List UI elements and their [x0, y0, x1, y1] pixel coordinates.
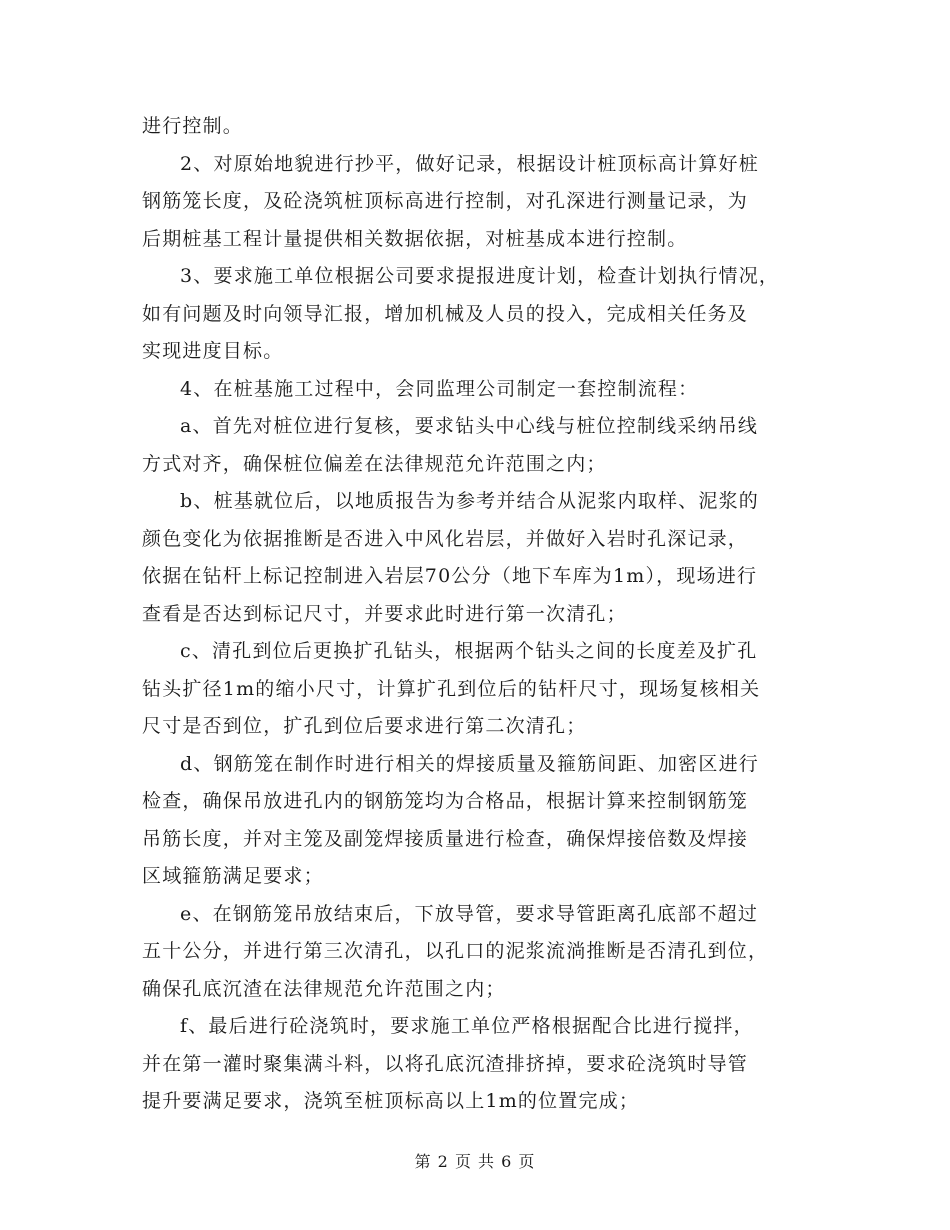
text-line: 提升要满足要求，浇筑至桩顶标高以上1m的位置完成； — [142, 1090, 640, 1112]
document-body — [142, 108, 822, 1121]
text-line: 吊筋长度，并对主笼及副笼焊接质量进行检查，确保焊接倍数及焊接 — [142, 827, 749, 850]
text-line: 区域箍筋满足要求； — [142, 865, 324, 887]
text-line: 尺寸是否到位，扩孔到位后要求进行第二次清孔； — [142, 715, 587, 737]
text-line: 4、在桩基施工过程中，会同监理公司制定一套控制流程： — [180, 377, 699, 400]
text-line: 检查，确保吊放进孔内的钢筋笼均为合格品，根据计算来控制钢筋笼 — [142, 790, 749, 812]
text-line: a、首先对桩位进行复核，要求钻头中心线与桩位控制线采纳吊线 — [180, 415, 759, 437]
text-line: 进行控制。 — [142, 115, 244, 137]
text-line: e、在钢筋笼吊放结束后，下放导管，要求导管距离孔底部不超过 — [180, 902, 759, 925]
text-line: 2、对原始地貌进行抄平，做好记录，根据设计桩顶标高计算好桩 — [180, 152, 759, 175]
text-line: 查看是否达到标记尺寸，并要求此时进行第一次清孔； — [142, 602, 627, 625]
text-line: 钻头扩径1m的缩小尺寸，计算扩孔到位后的钻杆尺寸，现场复核相关 — [142, 677, 761, 700]
text-line: 依据在钻杆上标记控制进入岩层70公分（地下车库为1m），现场进行 — [142, 565, 758, 587]
text-line: 3、要求施工单位根据公司要求提报进度计划，检查计划执行情况， — [180, 265, 780, 287]
text-line: 后期桩基工程计量提供相关数据依据，对桩基成本进行控制。 — [142, 227, 688, 250]
page-footer: 第 2 页 共 6 页 — [414, 1152, 536, 1171]
text-line: 确保孔底沉渣在法律规范允许范围之内； — [142, 977, 506, 1000]
text-line: 五十公分，并进行第三次清孔，以孔口的泥浆流淌推断是否清孔到位， — [142, 940, 769, 962]
text-line: b、桩基就位后，以地质报告为参考并结合从泥浆内取样、泥浆的 — [180, 490, 759, 512]
text-line: f、最后进行砼浇筑时，要求施工单位严格根据配合比进行搅拌， — [180, 1015, 754, 1037]
text-line: d、钢筋笼在制作时进行相关的焊接质量及箍筋间距、加密区进行 — [180, 752, 759, 775]
text-line: 钢筋笼长度，及砼浇筑桩顶标高进行控制，对孔深进行测量记录，为 — [142, 190, 749, 212]
text-line: 方式对齐，确保桩位偏差在法律规范允许范围之内； — [142, 452, 607, 475]
text-line: 实现进度目标。 — [142, 340, 284, 362]
text-line: 颜色变化为依据推断是否进入中风化岩层，并做好入岩时孔深记录， — [142, 527, 749, 550]
text-line: 如有问题及时向领导汇报，增加机械及人员的投入，完成相关任务及 — [142, 302, 749, 325]
text-line: c、清孔到位后更换扩孔钻头，根据两个钻头之间的长度差及扩孔 — [180, 640, 758, 662]
text-line: 并在第一灌时聚集满斗料，以将孔底沉渣排挤掉，要求砼浇筑时导管 — [142, 1052, 749, 1075]
